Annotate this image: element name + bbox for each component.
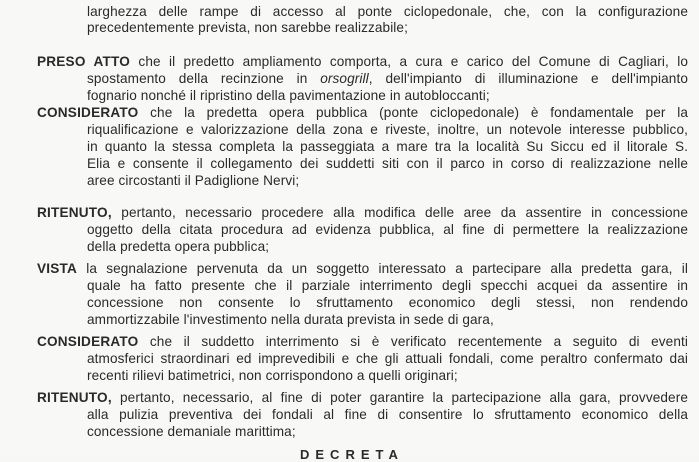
- text-line: [37, 54, 688, 70]
- text-fragment: che il suddetto interrimento si è verificato recentemente a seguito di eventi: [149, 334, 688, 349]
- text-line: della predetta opera pubblica;: [87, 239, 270, 254]
- text-fragment: pertanto, necessario, al fine di poter garantire la partecipazione alla gara, provvedere: [120, 390, 688, 405]
- text-line: [37, 334, 688, 350]
- text-line: precedentemente prevista, non sarebbe realizzabile;: [87, 20, 408, 35]
- italic-term: orsogrill: [320, 71, 369, 86]
- text-line: [37, 105, 688, 121]
- text-line: larghezza delle rampe di accesso al ponte ciclopedonale, che, con la configurazione: [87, 4, 688, 19]
- text-line: [37, 261, 688, 277]
- paragraph-keyword: RITENUTO,: [37, 390, 112, 405]
- paragraph-keyword: VISTA: [37, 261, 78, 276]
- text-line: recenti rilievi batimetrici, non corrispondono a quelli originari;: [87, 368, 458, 383]
- paragraph-keyword: CONSIDERATO: [37, 105, 139, 120]
- text-fragment: la segnalazione pervenuta da un soggetto interessato a partecipare alla predetta gara, il: [86, 261, 688, 276]
- text-line: concessione non consente lo sfruttamento economico degli stessi, non rendendo: [87, 295, 688, 310]
- text-line: [37, 390, 688, 406]
- paragraph-keyword: PRESO ATTO: [37, 54, 131, 69]
- text-line: fognario nonché il ripristino della pavimentazione in autobloccanti;: [87, 88, 490, 103]
- text-line: Elia e consente il collegamento dei suddetti siti con il parco in corso di realizzazione nelle: [87, 156, 688, 171]
- text-fragment: , dell'impianto di illuminazione e dell'impianto: [368, 71, 688, 86]
- text-line: quale ha fatto presente che il parziale interrimento degli specchi acquei da assentire in: [87, 278, 688, 293]
- text-line: concessione demaniale marittima;: [87, 424, 296, 439]
- decree-heading: DECRETA: [300, 447, 404, 462]
- text-line: ammortizzabile l'investimento nella durata prevista in sede di gara,: [87, 312, 494, 327]
- text-line: in quanto la stessa completa la passeggiata a mare tra la località Su Siccu ed il litorale S.: [87, 139, 688, 154]
- text-fragment: che la predetta opera pubblica (ponte ciclopedonale) è fondamentale per la: [150, 105, 688, 120]
- text-fragment: spostamento della recinzione in: [87, 71, 308, 86]
- text-fragment: pertanto, necessario procedere alla modifica delle aree da assentire in concessione: [121, 205, 688, 220]
- paragraph-keyword: CONSIDERATO: [37, 334, 139, 349]
- text-line: oggetto della citata procedura ad evidenza pubblica, al fine di permettere la realizzazione: [87, 222, 688, 237]
- text-line: aree circostanti il Padiglione Nervi;: [87, 173, 300, 188]
- text-line: riqualificazione e valorizzazione della zona e riveste, inoltre, un notevole interesse pubblico,: [87, 122, 688, 137]
- text-line: atmosferici straordinari ed imprevedibili e che gli attuali fondali, come peraltro confermato dai: [87, 351, 688, 366]
- paragraph-keyword: RITENUTO,: [37, 205, 112, 220]
- text-line: [37, 205, 688, 221]
- text-fragment: che il predetto ampliamento comporta, a cura e carico del Comune di Cagliari, lo: [138, 54, 688, 69]
- text-line: alla pulizia preventiva dei fondali al fine di consentire lo sfruttamento economico della: [87, 407, 688, 422]
- text-line: [87, 71, 688, 87]
